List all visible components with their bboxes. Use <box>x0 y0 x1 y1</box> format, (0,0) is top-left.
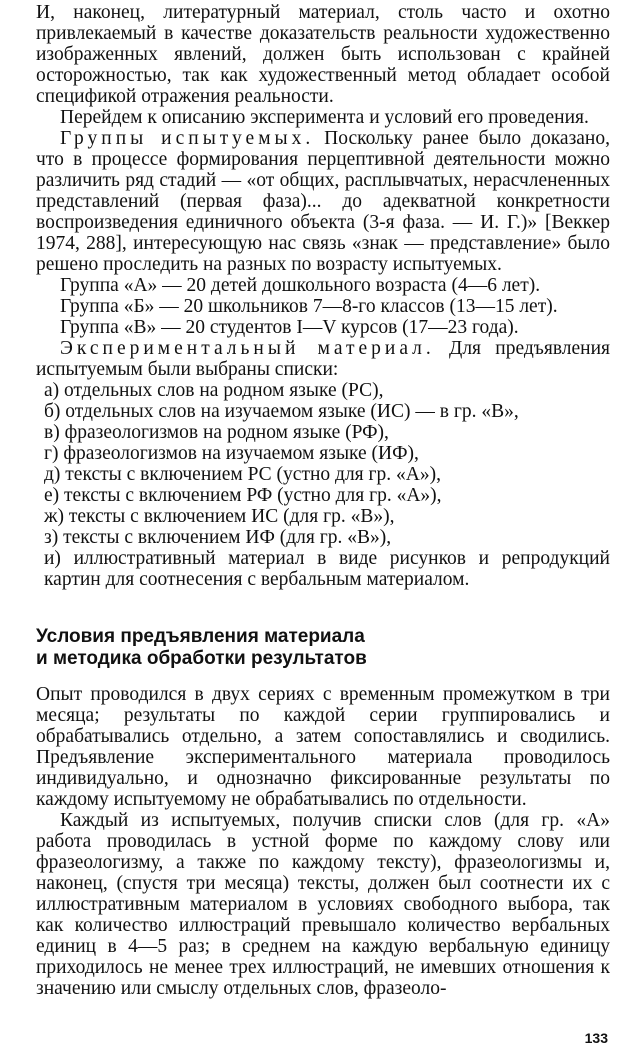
group-c-line: Группа «В» — 20 студентов I—V курсов (17—23 года). <box>60 317 519 338</box>
list-item: б) отдельных слов на изучаемом языке (ИС) — в гр. «В», <box>44 401 519 422</box>
section-heading-line-2: и методика обработки результатов <box>36 648 367 669</box>
paragraph-groups <box>36 128 610 275</box>
paragraph-material <box>36 338 610 380</box>
paragraph-experiment-intro: Перейдем к описанию эксперимента и условий его проведения. <box>60 107 589 128</box>
list-item: а) отдельных слов на родном языке (РС), <box>44 380 384 401</box>
paragraph-experiment-series: Опыт проводился в двух сериях с временным промежутком в три месяца; результаты по каждой серии группировались и обрабатывались отдельно, а затем сопоставлялись и сводились. Предъявление экспериментального материала проводилось индивидуально, и однозначно фиксированные результаты по каждому испытуемому не обрабатывались по отдельности. <box>36 684 610 810</box>
material-section-text: Для предъявления испытуемым были выбраны списки: <box>36 338 610 380</box>
section-heading <box>36 626 610 670</box>
list-item: в) фразеологизмов на родном языке (РФ), <box>44 422 389 443</box>
groups-section-title: Группы испытуемых. <box>60 128 315 149</box>
material-section-title: Экспериментальный материал. <box>60 338 435 359</box>
group-b-line: Группа «Б» — 20 школьников 7—8-го классов (13—15 лет). <box>60 296 558 317</box>
groups-section-text: Поскольку ранее было доказано, что в процессе формирования перцептивной деятельности можно различить ряд стадий — «от общих, расплывчатых, нерасчлененных представлений (первая фаза)... до адекватной конкретности воспроизведения единичного объекта (3-я фаза. — И. Г.)» [Веккер 1974, 288], интересующую нас связь «знак — представление» было решено проследить на разных по возрасту испытуемых. <box>36 128 610 275</box>
material-list <box>36 380 610 590</box>
list-item: з) тексты с включением ИФ (для гр. «В»), <box>44 527 392 548</box>
list-item: г) фразеологизмов на изучаемом языке (ИФ), <box>44 443 419 464</box>
group-a-line: Группа «А» — 20 детей дошкольного возраста (4—6 лет). <box>60 275 541 296</box>
paragraph-each-subject: Каждый из испытуемых, получив списки слов (для гр. «А» работа проводилась в устной форме по каждому слову или фразеологизму, а также по каждому тексту), фразеологизмы и, наконец, (спустя три месяца) тексты, должен был соотнести их с иллюстративным материалом в условиях свободного выбора, так как количество иллюстраций превышало количество вербальных единиц в 4—5 раз; в среднем на каждую вербальную единицу приходилось не менее трех иллюстраций, не имевших отношения к значению или смыслу отдельных слов, фразеоло- <box>36 810 610 999</box>
page-number: 133 <box>584 1030 608 1046</box>
list-item: д) тексты с включением РС (устно для гр. «А»), <box>44 464 441 485</box>
list-item: ж) тексты с включением ИС (для гр. «В»), <box>44 506 395 527</box>
paragraph-literary-material: И, наконец, литературный материал, столь часто и охотно привлекаемый в качестве доказательств реальности художественно изображенных явлений, должен быть использован с крайней осторожностью, так как художественный метод обладает особой спецификой отражения реальности. <box>36 2 610 107</box>
list-item: е) тексты с включением РФ (устно для гр. «А»), <box>44 485 442 506</box>
list-item: и) иллюстративный материал в виде рисунков и репродукций картин для соотнесения с вербальным материалом. <box>44 548 610 590</box>
section-heading-line-1: Условия предъявления материала <box>36 626 365 647</box>
